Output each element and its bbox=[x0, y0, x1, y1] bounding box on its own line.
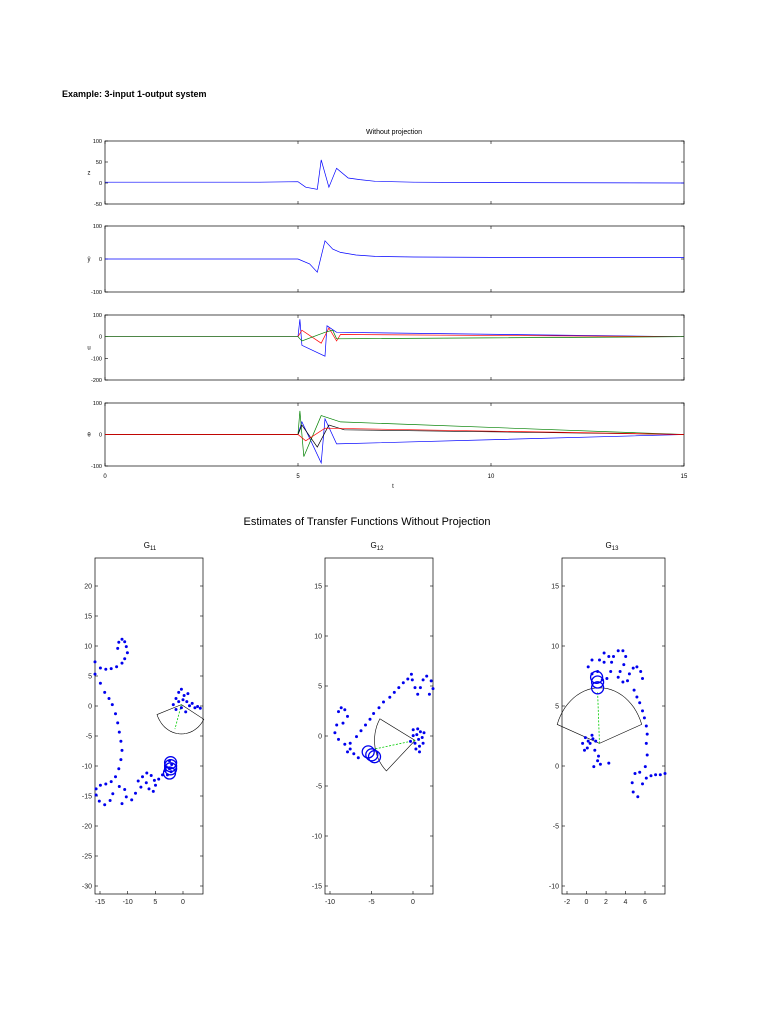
data-point bbox=[594, 740, 597, 743]
data-point bbox=[402, 681, 405, 684]
data-point bbox=[591, 737, 594, 740]
panel-title-sub: 12 bbox=[376, 546, 384, 552]
data-point bbox=[172, 703, 175, 706]
data-point bbox=[421, 736, 424, 739]
data-point bbox=[103, 803, 106, 806]
ytick-label: 100 bbox=[92, 313, 102, 319]
data-point bbox=[645, 725, 648, 728]
data-point bbox=[199, 707, 202, 710]
data-point bbox=[335, 724, 338, 727]
data-point bbox=[191, 702, 194, 705]
data-point bbox=[364, 724, 367, 727]
panel-title-sub: 13 bbox=[611, 546, 619, 552]
data-point bbox=[388, 696, 391, 699]
data-point bbox=[382, 701, 385, 704]
ytick-label: 5 bbox=[88, 673, 92, 681]
data-point bbox=[157, 778, 160, 781]
data-point bbox=[621, 681, 624, 684]
data-point bbox=[412, 734, 415, 737]
ytick-label: 0 bbox=[88, 703, 92, 711]
data-point bbox=[185, 700, 188, 703]
ytick-label: -30 bbox=[81, 883, 92, 891]
xtick-label: 0 bbox=[584, 899, 589, 906]
timeseries-panel-3 bbox=[87, 313, 684, 384]
data-point bbox=[111, 792, 114, 795]
ytick-label: 10 bbox=[551, 643, 559, 651]
data-point bbox=[626, 679, 629, 682]
data-point bbox=[154, 784, 157, 787]
panel-title bbox=[371, 541, 385, 552]
data-point bbox=[349, 742, 352, 745]
data-point bbox=[104, 668, 107, 671]
data-point bbox=[583, 749, 586, 752]
ytick-label: 10 bbox=[314, 633, 322, 641]
data-point bbox=[152, 790, 155, 793]
data-point bbox=[337, 738, 340, 741]
data-point bbox=[118, 785, 121, 788]
data-point bbox=[414, 742, 417, 745]
scatter-panel-1 bbox=[82, 541, 204, 906]
ytick-label: 100 bbox=[92, 224, 102, 230]
data-point bbox=[414, 748, 417, 751]
data-point bbox=[95, 794, 98, 797]
data-point bbox=[117, 767, 120, 770]
ytick-label: 100 bbox=[92, 139, 102, 145]
data-point bbox=[586, 747, 589, 750]
time-series-figure bbox=[0, 0, 768, 500]
data-point bbox=[134, 792, 137, 795]
data-point bbox=[419, 686, 422, 689]
data-point bbox=[646, 754, 649, 757]
data-point bbox=[125, 645, 128, 648]
data-point bbox=[638, 701, 641, 704]
data-point bbox=[423, 731, 426, 734]
panel-title-main: G bbox=[605, 541, 612, 550]
xtick-label: 4 bbox=[623, 899, 628, 906]
data-point bbox=[153, 779, 156, 782]
data-point bbox=[428, 693, 431, 696]
data-point bbox=[342, 722, 345, 725]
ytick-label: -20 bbox=[81, 823, 92, 831]
data-point bbox=[418, 750, 421, 753]
xtick-label: 15 bbox=[680, 474, 688, 480]
data-point bbox=[360, 729, 363, 732]
data-point bbox=[632, 667, 635, 670]
panel-ylabel: z bbox=[87, 170, 91, 177]
data-point bbox=[145, 781, 148, 784]
data-point bbox=[99, 682, 102, 685]
data-point bbox=[645, 742, 648, 745]
panel-ylabel: θ bbox=[87, 432, 91, 439]
ytick-label: -100 bbox=[90, 290, 102, 296]
data-point bbox=[593, 749, 596, 752]
data-point bbox=[117, 641, 120, 644]
data-point bbox=[414, 686, 417, 689]
ytick-label: -5 bbox=[552, 823, 559, 831]
xtick-label: 2 bbox=[604, 899, 608, 906]
ytick-label: 0 bbox=[555, 763, 559, 771]
data-point bbox=[333, 731, 336, 734]
ytick-label: 0 bbox=[318, 733, 322, 741]
data-point bbox=[393, 691, 396, 694]
data-point bbox=[412, 728, 415, 731]
panel-frame bbox=[325, 558, 433, 894]
data-point bbox=[397, 686, 400, 689]
data-point bbox=[641, 677, 644, 680]
data-point bbox=[622, 663, 625, 666]
ytick-label: 50 bbox=[95, 160, 102, 166]
panel-frame bbox=[95, 558, 203, 894]
panel-ylabel: ŷ bbox=[87, 257, 91, 263]
data-point bbox=[603, 661, 606, 664]
data-point bbox=[411, 678, 414, 681]
data-point bbox=[182, 698, 185, 701]
data-point bbox=[123, 657, 126, 660]
data-point bbox=[346, 715, 349, 718]
panel-title bbox=[606, 541, 620, 552]
ytick-label: 5 bbox=[555, 703, 559, 711]
data-point bbox=[139, 786, 142, 789]
data-point bbox=[607, 655, 610, 658]
data-point bbox=[123, 640, 126, 643]
data-point bbox=[193, 706, 196, 709]
data-point bbox=[617, 649, 620, 652]
data-point bbox=[584, 736, 587, 739]
ytick-label: 0 bbox=[98, 334, 102, 341]
panel-title-main: G bbox=[143, 541, 150, 550]
panel-frame bbox=[562, 558, 665, 894]
ytick-label: -200 bbox=[90, 378, 102, 384]
data-point bbox=[641, 782, 644, 785]
ytick-label: -5 bbox=[315, 783, 322, 791]
data-point bbox=[121, 749, 124, 752]
top-figure-title: Without projection bbox=[365, 129, 423, 136]
data-point bbox=[114, 775, 117, 778]
xtick-label: 5 bbox=[153, 899, 158, 906]
data-point bbox=[430, 679, 433, 682]
data-point bbox=[422, 678, 425, 681]
data-point bbox=[109, 799, 112, 802]
data-point bbox=[636, 795, 639, 798]
data-point bbox=[628, 672, 631, 675]
xtick-label: -10 bbox=[122, 899, 133, 906]
data-point bbox=[343, 743, 346, 746]
transfer-function-figure bbox=[0, 500, 768, 1024]
ytick-label: -10 bbox=[81, 763, 92, 771]
data-point bbox=[126, 651, 129, 654]
xtick-label: 6 bbox=[643, 899, 647, 906]
data-point bbox=[417, 738, 420, 741]
data-point bbox=[587, 740, 590, 743]
data-point bbox=[406, 678, 409, 681]
data-point bbox=[119, 758, 122, 761]
data-point bbox=[643, 716, 646, 719]
data-point bbox=[349, 748, 352, 751]
data-point bbox=[114, 712, 117, 715]
data-point bbox=[591, 734, 594, 737]
data-point bbox=[639, 670, 642, 673]
ytick-label: 15 bbox=[551, 583, 559, 591]
data-point bbox=[410, 673, 413, 676]
data-point bbox=[125, 795, 128, 798]
data-point bbox=[619, 670, 622, 673]
data-point bbox=[104, 783, 107, 786]
data-point bbox=[177, 700, 180, 703]
ytick-label: 20 bbox=[84, 583, 92, 591]
data-point bbox=[416, 693, 419, 696]
data-point bbox=[175, 708, 178, 711]
data-point bbox=[121, 802, 124, 805]
data-point bbox=[633, 689, 636, 692]
data-point bbox=[664, 772, 667, 775]
data-point bbox=[337, 710, 340, 713]
data-point bbox=[111, 703, 114, 706]
data-point bbox=[621, 649, 624, 652]
data-point bbox=[659, 773, 662, 776]
data-point bbox=[378, 706, 381, 709]
data-point bbox=[418, 745, 421, 748]
data-point bbox=[357, 756, 360, 759]
data-point bbox=[635, 665, 638, 668]
ytick-label: -100 bbox=[90, 356, 102, 363]
data-point bbox=[634, 772, 637, 775]
xtick-label: 5 bbox=[296, 474, 300, 480]
data-point bbox=[612, 655, 615, 658]
panel-title-main: G bbox=[370, 541, 377, 550]
data-point bbox=[99, 667, 102, 670]
data-point bbox=[180, 688, 183, 691]
scatter-panel-2 bbox=[312, 541, 435, 906]
data-point bbox=[188, 704, 191, 707]
data-point bbox=[644, 765, 647, 768]
ytick-label: 0 bbox=[98, 257, 102, 263]
ytick-label: 100 bbox=[92, 401, 102, 407]
timeseries-panel-1 bbox=[88, 139, 685, 208]
data-point bbox=[108, 697, 111, 700]
data-point bbox=[432, 687, 435, 690]
ytick-label: -15 bbox=[81, 793, 92, 801]
data-point bbox=[609, 670, 612, 673]
data-point bbox=[645, 777, 648, 780]
xtick-label: -5 bbox=[368, 899, 375, 906]
ytick-label: 0 bbox=[98, 432, 102, 439]
data-point bbox=[372, 712, 375, 715]
data-point bbox=[130, 798, 133, 801]
data-point bbox=[177, 691, 180, 694]
data-point bbox=[184, 710, 187, 713]
data-point bbox=[646, 733, 649, 736]
data-point bbox=[110, 667, 113, 670]
data-point bbox=[638, 771, 641, 774]
ytick-label: 15 bbox=[84, 613, 92, 621]
data-point bbox=[103, 691, 106, 694]
data-point bbox=[118, 731, 121, 734]
data-point bbox=[95, 787, 98, 790]
xtick-label: -15 bbox=[94, 899, 106, 906]
xtick-label: 0 bbox=[411, 899, 415, 906]
data-point bbox=[425, 675, 428, 678]
data-point bbox=[352, 752, 355, 755]
data-point bbox=[635, 696, 638, 699]
data-point bbox=[137, 780, 140, 783]
data-point bbox=[592, 765, 595, 768]
data-point bbox=[419, 730, 422, 733]
bottom-figure-title: Estimates of Transfer Functions Without Projection bbox=[243, 516, 491, 528]
panel-frame bbox=[105, 141, 684, 204]
data-point bbox=[346, 750, 349, 753]
data-point bbox=[605, 677, 608, 680]
ytick-label: -5 bbox=[85, 733, 92, 741]
data-point bbox=[145, 772, 148, 775]
top-figure-xlabel: t bbox=[392, 484, 394, 490]
xtick-label: -2 bbox=[563, 899, 571, 906]
ytick-label: 5 bbox=[318, 683, 322, 691]
data-point bbox=[119, 740, 122, 743]
data-point bbox=[422, 742, 425, 745]
data-point bbox=[116, 647, 119, 650]
timeseries-panel-2 bbox=[88, 224, 685, 296]
data-point bbox=[632, 791, 635, 794]
ytick-label: 10 bbox=[84, 643, 92, 651]
data-point bbox=[196, 705, 199, 708]
data-point bbox=[416, 727, 419, 730]
data-point bbox=[617, 676, 620, 679]
ytick-label: -10 bbox=[311, 833, 322, 841]
data-point bbox=[183, 694, 186, 697]
scatter-panel-3 bbox=[549, 541, 667, 906]
ytick-label: -100 bbox=[90, 464, 102, 470]
data-point bbox=[581, 742, 584, 745]
data-point bbox=[603, 652, 606, 655]
data-point bbox=[343, 708, 346, 711]
data-point bbox=[121, 662, 124, 665]
data-point bbox=[180, 706, 183, 709]
xtick-label: -10 bbox=[324, 899, 336, 906]
data-point bbox=[596, 759, 599, 762]
xtick-label: 10 bbox=[487, 474, 495, 480]
data-point bbox=[141, 775, 144, 778]
data-point bbox=[123, 788, 126, 791]
data-point bbox=[148, 787, 151, 790]
ytick-label: 0 bbox=[98, 181, 102, 187]
ytick-label: -15 bbox=[311, 883, 322, 891]
data-point bbox=[650, 774, 653, 777]
data-point bbox=[116, 721, 119, 724]
data-point bbox=[98, 800, 101, 803]
data-point bbox=[355, 735, 358, 738]
data-point bbox=[599, 763, 602, 766]
data-point bbox=[654, 773, 657, 776]
data-point bbox=[94, 660, 97, 663]
data-point bbox=[186, 692, 189, 695]
data-point bbox=[340, 706, 343, 709]
data-point bbox=[598, 659, 601, 662]
data-point bbox=[110, 780, 113, 783]
panel-ylabel: u bbox=[87, 345, 91, 352]
xtick-label: 0 bbox=[103, 474, 107, 480]
data-point bbox=[587, 665, 590, 668]
ytick-label: -10 bbox=[548, 883, 559, 891]
ytick-label: -50 bbox=[94, 202, 102, 208]
timeseries-panel-4 bbox=[87, 401, 684, 470]
xtick-label: 0 bbox=[181, 899, 185, 906]
data-point bbox=[591, 659, 594, 662]
ytick-label: 15 bbox=[314, 583, 322, 591]
data-point bbox=[94, 673, 97, 676]
panel-frame bbox=[105, 315, 684, 380]
data-point bbox=[175, 697, 178, 700]
data-point bbox=[99, 784, 102, 787]
data-point bbox=[409, 740, 412, 743]
data-point bbox=[115, 665, 118, 668]
data-point bbox=[597, 755, 600, 758]
data-point bbox=[121, 638, 124, 641]
data-point bbox=[415, 733, 418, 736]
data-point bbox=[624, 655, 627, 658]
ytick-label: -25 bbox=[81, 853, 92, 861]
panel-title bbox=[144, 541, 157, 552]
data-point bbox=[150, 774, 153, 777]
page-caption: Example: 3-input 1-output system bbox=[62, 89, 207, 99]
data-point bbox=[610, 661, 613, 664]
data-point bbox=[589, 742, 592, 745]
panel-title-sub: 11 bbox=[150, 546, 157, 552]
data-point bbox=[631, 781, 634, 784]
data-point bbox=[607, 762, 610, 765]
data-point bbox=[641, 709, 644, 712]
data-point bbox=[369, 718, 372, 721]
